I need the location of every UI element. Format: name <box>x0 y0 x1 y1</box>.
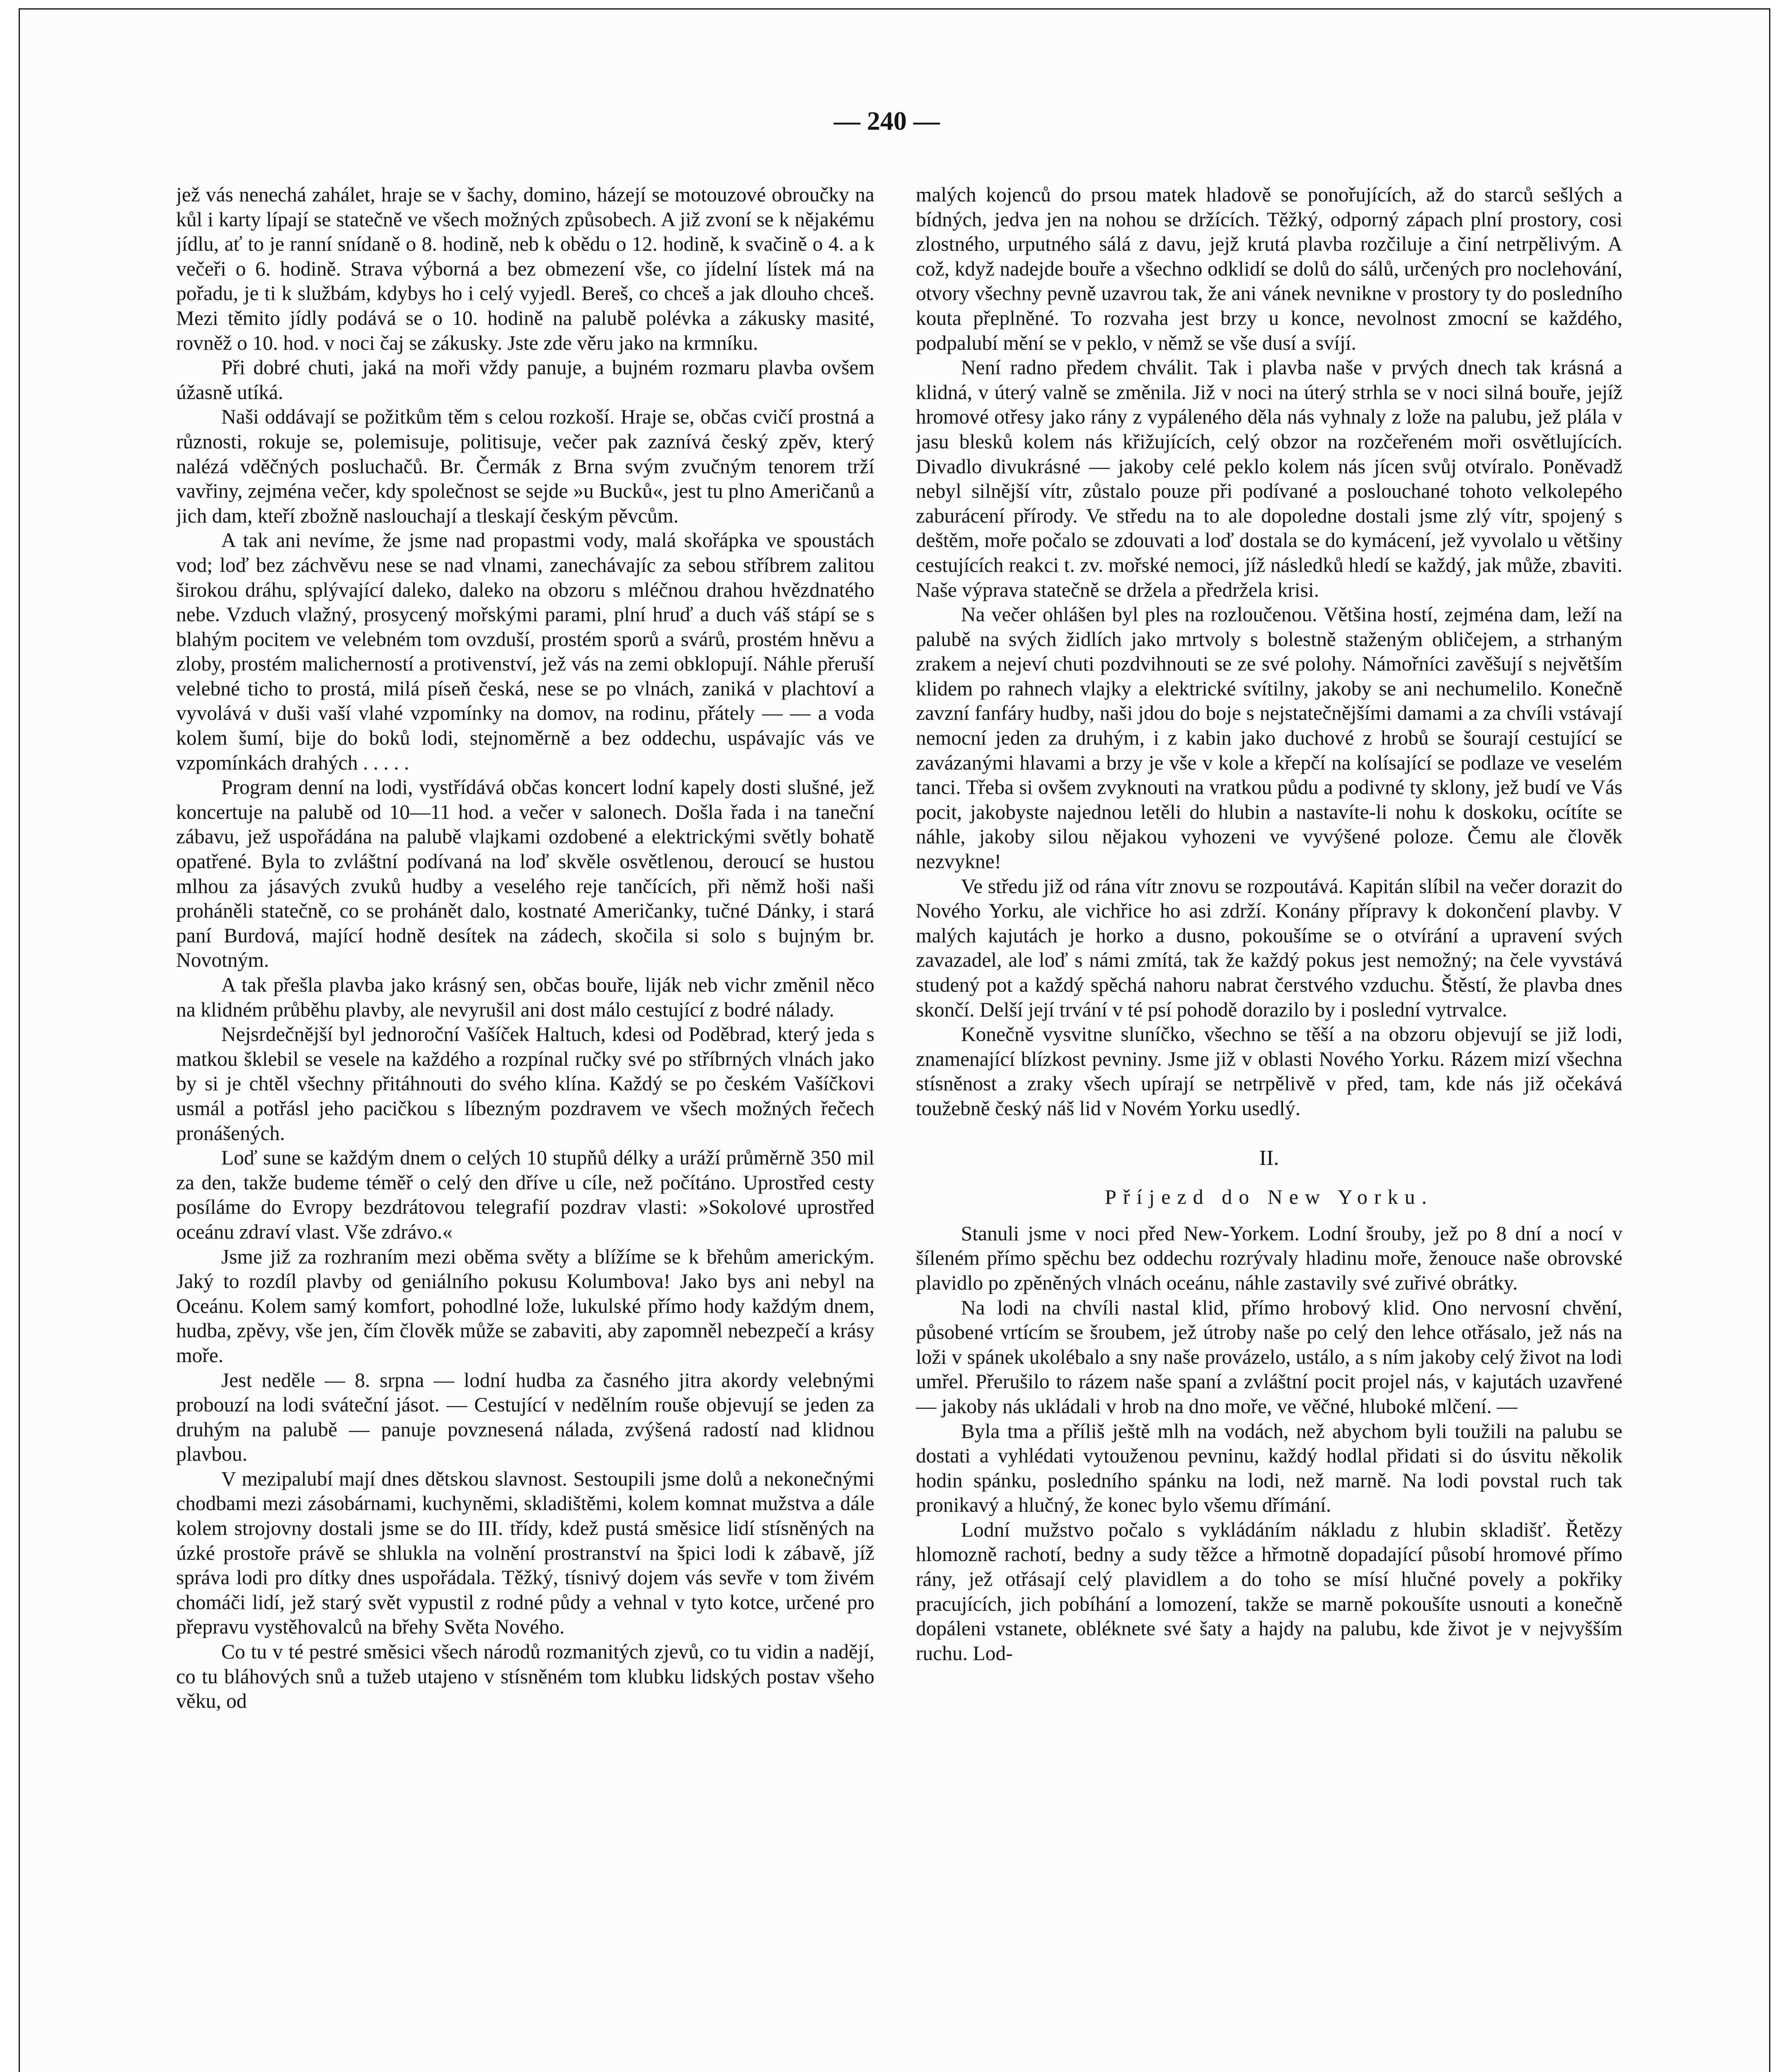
paragraph: V mezipalubí mají dnes dětskou slavnost. Sestoupili jsme dolů a nekonečnými chodbami mezi zásobárnami, kuchyněmi, skladištěmi, kolem komnat mužstva a dále kolem strojovny dostali jsme se do III. třídy, kdež pustá směsice lidí stísněných na úzké prostoře právě se shlukla na volnění prostranství na špici lodi k zábavě, jíž správa lodi pro dítky dnes uspořádala. Těžký, tísnivý dojem vás sevře v tom živém chomáči lidí, jež starý svět vypustil z rodné půdy a vehnal v tyto kotce, určené pro přepravu vystěhovalců na břehy Světa Nového. <box>176 1467 874 1639</box>
right-column <box>916 182 1622 2072</box>
page-number: — 240 — <box>834 106 940 136</box>
paragraph: Na lodi na chvíli nastal klid, přímo hrobový klid. Ono nervosní chvění, působené vrtícím se šroubem, jež útroby naše po celý den lehce otřásalo, jež nás na loži v spánek ukolébalo a sny naše provázelo, ustálo, a s ním jakoby celý život na lodi umřel. Přerušilo to rázem naše spaní a zvláštní pocit projel nás, v kajutách uzavřené — jakoby nás ukládali v hrob na dno moře, ve věčné, hluboké mlčení. — <box>916 1296 1622 1418</box>
left-column <box>176 182 874 2072</box>
paragraph: A tak přešla plavba jako krásný sen, občas bouře, liják neb vichr změnil něco na klidném průběhu plavby, ale nevyrušil ani dost málo cestující z bodré nálady. <box>176 973 874 1021</box>
paragraph: jež vás nenechá zahálet, hraje se v šachy, domino, házejí se motouzové obroučky na kůl i karty lípají se statečně ve všech možných způsobech. A již zvoní se k nějakému jídlu, ať to je ranní snídaně o 8. hodině, neb k obědu o 12. hodině, k svačině o 4. a k večeři o 6. hodině. Strava výborná a bez obmezení vše, co jídelní lístek má na pořadu, je ti k službám, kdybys ho i celý vyjedl. Bereš, co chceš a jak dlouho chceš. Mezi těmito jídly podává se o 10. hodině na palubě polévka a zákusky masité, rovněž o 10. hod. v noci čaj se zákusky. Jste zde věru jako na krmníku. <box>176 183 874 354</box>
paragraph: Byla tma a příliš ještě mlh na vodách, než abychom byli toužili na palubu se dostati a vyhlédati vytouženou pevninu, každý hodlal přidati si do úsvitu několik hodin spánku, posledního spánku na lodi, než marně. Na lodi povstal ruch tak pronikavý a hlučný, že konec bylo všemu dřímání. <box>916 1419 1622 1517</box>
paragraph: Konečně vysvitne sluníčko, všechno se těší a na obzoru objevují se již lodi, znamenající blízkost pevniny. Jsme již v oblasti Nového Yorku. Rázem mizí všechna stísněnost a zraky všech upírají se netrpělivě v před, tam, kde nás již očekává toužebně český náš lid v Novém Yorku usedlý. <box>916 1023 1622 1120</box>
paragraph: Při dobré chuti, jaká na moři vždy panuje, a bujném rozmaru plavba ovšem úžasně utíká. <box>176 356 874 404</box>
paragraph: Naši oddávají se požitkům těm s celou rozkoší. Hraje se, občas cvičí prostná a různosti, rokuje se, polemisuje, politisuje, večer pak zaznívá český zpěv, který nalézá vděčných posluchačů. Br. Čermák z Brna svým zvučným tenorem trží vavřiny, zejména večer, kdy společnost se sejde »u Bucků«, jest tu plno Američanů a jich dam, kteří zbožně naslouchají a tleskají českým pěvcům. <box>176 405 874 527</box>
paragraph: Co tu v té pestré směsici všech národů rozmanitých zjevů, co tu vidin a nadějí, co tu bláhových snů a tužeb utajeno v stísněném tom klubku lidských postav všeho věku, od <box>176 1640 874 1713</box>
paragraph: Nejsrdečnější byl jednoroční Vašíček Haltuch, kdesi od Poděbrad, který jeda s matkou šklebil se vesele na každého a rozpínal ručky své po stříbrných vlnách jako by si je chtěl všechny přitáhnouti do svého klína. Každý se po českém Vašíčkovi usmál a potřásl jeho pacičkou s líbezným pozdravem ve všech možných řečech pronášených. <box>176 1023 874 1145</box>
paragraph: Není radno předem chválit. Tak i plavba naše v prvých dnech tak krásná a klidná, v úterý valně se změnila. Již v noci na úterý strhla se v noci silná bouře, jejíž hromové otřesy jako rány z vypáleného děla nás vyhnaly z lože na palubu, jež plála v jasu blesků kolem nás křižujících, celý obzor na rozčeřeném moři osvětlujících. Divadlo divukrásné — jakoby celé peklo kolem nás jícen svůj otvíralo. Poněvadž nebyl silnější vítr, zůstalo pouze při podívané a poslouchané tohoto velkolepého zaburácení přírody. Ve středu na to ale dopoledne dostali jsme zlý vítr, spojený s deštěm, moře počalo se zdouvati a loď dostala se do kymácení, jež vyvolalo u většiny cestujících reakci t. zv. mořské nemoci, jíž následků hledí se každý, jak může, zbaviti. Naše výprava statečně se držela a předržela krisi. <box>916 356 1622 601</box>
section-number: II. <box>1259 1146 1279 1170</box>
paragraph: Program denní na lodi, vystřídává občas koncert lodní kapely dosti slušné, jež koncertuje na palubě od 10—11 hod. a večer v salonech. Došla řada i na taneční zábavu, jež uspořádána na palubě vlajkami ozdobené a elektrickými světly bohatě opatřené. Byla to zvláštní podívaná na loď skvěle osvětlenou, deroucí se hustou mlhou za jásavých zvuků hudby a veselého reje tančících, při němž hoši naši proháněli statečně, co se prohánět dalo, kostnaté Američanky, tučné Dánky, i stará paní Burdová, mající hodně desítek na zádech, skočila si solo s bujným br. Novotným. <box>176 776 874 972</box>
section-title: Příjezd do New Yorku. <box>1105 1185 1433 1209</box>
paragraph: Loď sune se každým dnem o celých 10 stupňů délky a uráží průměrně 350 mil za den, takže budeme téměř o celý den dříve u cíle, než počítáno. Uprostřed cesty posíláme do Evropy bezdrátovou telegrafií pozdrav vlasti: »Sokolové uprostřed oceánu zdraví vlast. Vše zdrávo.« <box>176 1146 874 1243</box>
paragraph: A tak ani nevíme, že jsme nad propastmi vody, malá skořápka ve spoustách vod; loď bez záchvěvu nese se nad vlnami, zanechávajíc za sebou stříbrem zalitou širokou dráhu, splývající daleko, daleko na obzoru s mléčnou drahou hvězdnatého nebe. Vzduch vlažný, prosycený mořskými parami, plní hruď a duch váš stápí se s blahým pocitem ve velebném tom ovzduší, prostém sporů a svárů, prostém hněvu a zloby, prostém malicherností a protivenství, jež vás na zemi obklopují. Náhle přeruší velebné ticho to prostá, milá píseň česká, nese se po vlnách, zaniká v plachtoví a vyvolává v duši vaší vlahé vzpomínky na domov, na rodinu, přátely — — a voda kolem šumí, bije do boků lodi, stejnoměrně a bez oddechu, uspávajíc vás ve vzpomínkách drahých . . . . . <box>176 529 874 774</box>
paragraph: Na večer ohlášen byl ples na rozloučenou. Většina hostí, zejména dam, leží na palubě na svých židlích jako mrtvoly s bolestně staženým obličejem, a strhaným zrakem a nejeví chuti pozdvihnouti se ze své polohy. Námořníci zavěšují s největším klidem po rahnech vlajky a elektrické svítilny, jakoby se ani nechumelilo. Konečně zavzní fanfáry hudby, naši jdou do boje s nejstatečnějšími damami a za chvíli vstávají nemocní jeden za druhým, i z kabin jako duchové z hrobů se šourají cestující se zavázanými hlavami a brzy je vše v kole a křepčí na kolísající se podlaze ve veselém tanci. Třeba si ovšem zvyknouti na vratkou půdu a podivné ty sklony, jež budí ve Vás pocit, jakobyste najednou letěli do hlubin a nastavíte-li nohu k doskoku, ocítíte se náhle, jakoby silou nějakou vyhozeni ve vyvýšené poloze. Čemu ale člověk nezvykne! <box>916 603 1622 873</box>
paragraph: Jsme již za rozhraním mezi oběma světy a blížíme se k břehům americkým. Jaký to rozdíl plavby od geniálního pokusu Kolumbova! Jako bys ani nebyl na Oceánu. Kolem samý komfort, pohodlné lože, lukulské přímo hody každým dnem, hudba, zpěvy, vše jen, čím člověk může se zabaviti, aby zapomněl nebezpečí a krásy moře. <box>176 1245 874 1367</box>
paragraph: malých kojenců do prsou matek hladově se ponořujících, až do starců sešlých a bídných, jedva jen na nohou se držících. Těžký, odporný zápach plní prostory, cosi zlostného, urputného sálá z davu, jejž krutá plavba rozčiluje a činí netrpělivým. A což, když nadejde bouře a všechno odklidí se dolů do sálů, určených pro noclehování, otvory všechny pevně uzavrou tak, že ani vánek nevnikne v prostory ty do posledního kouta přeplněné. To rozvaha jest brzy u konce, nevolnost zmocní se každého, podpalubí mění se v peklo, v němž se vše dusí a svíjí. <box>916 183 1622 354</box>
paragraph: Jest neděle — 8. srpna — lodní hudba za časného jitra akordy velebnými probouzí na lodi sváteční jásot. — Cestující v nedělním rouše objevují se jeden za druhým na palubě — panuje povznesená nálada, zvýšená radostí nad klidnou plavbou. <box>176 1368 874 1466</box>
paragraph: Stanuli jsme v noci před New-Yorkem. Lodní šrouby, jež po 8 dní a nocí v šíleném přímo spěchu bez oddechu rozrývaly hladinu moře, ženouce naše obrovské plavidlo po zpěněných vlnách oceánu, náhle zastavily své zuřivé obrátky. <box>916 1222 1622 1294</box>
paragraph: Ve středu již od rána vítr znovu se rozpoutává. Kapitán slíbil na večer dorazit do Nového Yorku, ale vichřice ho asi zdrží. Konány přípravy k dokončení plavby. V malých kajutách je horko a dusno, pokoušíme se o otvírání a upravení svých zavazadel, ale loď s námi zmítá, tak že každý pokus jest nemožný; na čele vyvstává studený pot a každý spěchá nahoru nabrat čerstvého vzduchu. Štěstí, že plavba dnes skončí. Delší její trvání v té psí pohodě dorazilo by i poslední vytrvalce. <box>916 874 1622 1021</box>
paragraph: Lodní mužstvo počalo s vykládáním nákladu z hlubin skladišť. Řetězy hlomozně rachotí, bedny a sudy těžce a hřmotně dopadající působí hromové přímo rány, jež otřásají celý plavidlem a do toho se mísí hlučné povely a pokřiky pracujících, jich pobíhání a lomození, takže se marně pokoušíte usnouti a konečně dopáleni vstanete, obléknete své šaty a hajdy na palubu, kde život je v nejvyšším ruchu. Lod- <box>916 1518 1622 1665</box>
